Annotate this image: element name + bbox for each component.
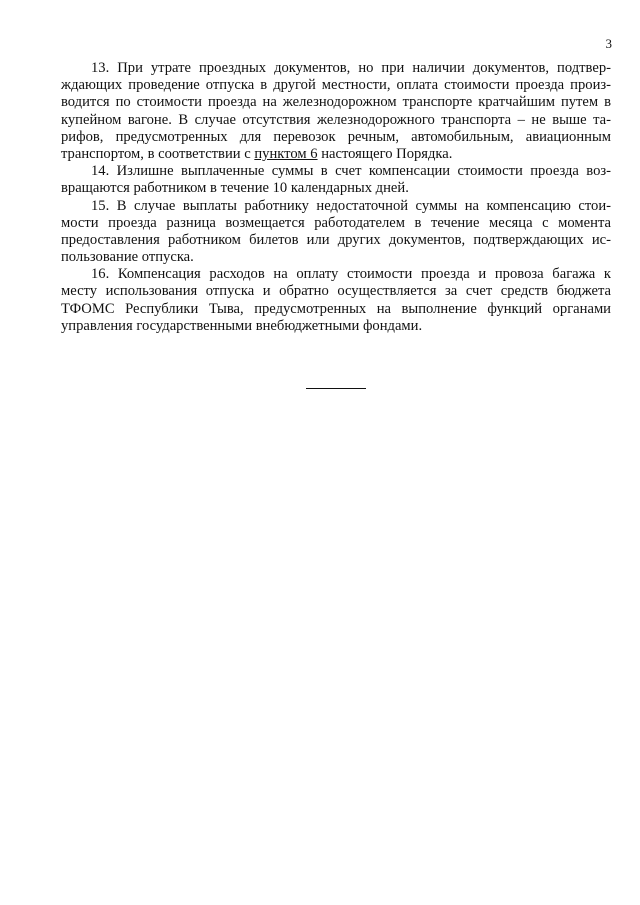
paragraph-line: рифов, предусмотренных для перевозок речным, автомобильным, авиационным <box>61 128 611 145</box>
paragraph-line: месту использования отпуска и обратно осуществляется за счет средств бюджета <box>61 283 611 300</box>
paragraph-line: ждающих проведение отпуска в другой местности, оплата стоимости проезда произ- <box>61 77 611 94</box>
paragraph-15 <box>61 198 611 267</box>
paragraph-16 <box>61 266 611 335</box>
end-divider <box>306 388 366 389</box>
document-body <box>61 60 611 335</box>
paragraph-line: 15. В случае выплаты работнику недостаточной суммы на компенсацию стои- <box>91 197 611 214</box>
paragraph-text: настоящего Порядка. <box>317 145 453 162</box>
paragraph-line: предоставления работником билетов или других документов, подтверждающих ис- <box>61 231 611 248</box>
clause-6-link[interactable]: пунктом 6 <box>254 145 318 162</box>
paragraph-line: управления государственными внебюджетными фондами. <box>61 317 423 334</box>
paragraph-line: купейном вагоне. В случае отсутствия железнодорожного транспорта – не выше та- <box>61 111 611 128</box>
paragraph-line <box>61 146 611 163</box>
paragraph-line: ТФОМС Республики Тыва, предусмотренных на выполнение функций органами <box>61 300 611 317</box>
paragraph-line: 13. При утрате проездных документов, но при наличии документов, подтвер- <box>91 60 611 76</box>
page-number: 3 <box>605 36 612 51</box>
paragraph-text: транспортом, в соответствии с <box>61 145 255 162</box>
paragraph-line: водится по стоимости проезда на железнодорожном транспорте кратчайшим путем в <box>61 94 611 111</box>
paragraph-line: мости проезда разница возмещается работодателем в течение месяца с момента <box>61 214 611 231</box>
paragraph-13 <box>61 60 611 163</box>
paragraph-line: 14. Излишне выплаченные суммы в счет компенсации стоимости проезда воз- <box>91 163 611 180</box>
paragraph-line: вращаются работником в течение 10 календарных дней. <box>61 180 409 197</box>
paragraph-14 <box>61 163 611 197</box>
paragraph-line: пользование отпуска. <box>61 249 194 266</box>
paragraph-line: 16. Компенсация расходов на оплату стоимости проезда и провоза багажа к <box>91 266 611 283</box>
